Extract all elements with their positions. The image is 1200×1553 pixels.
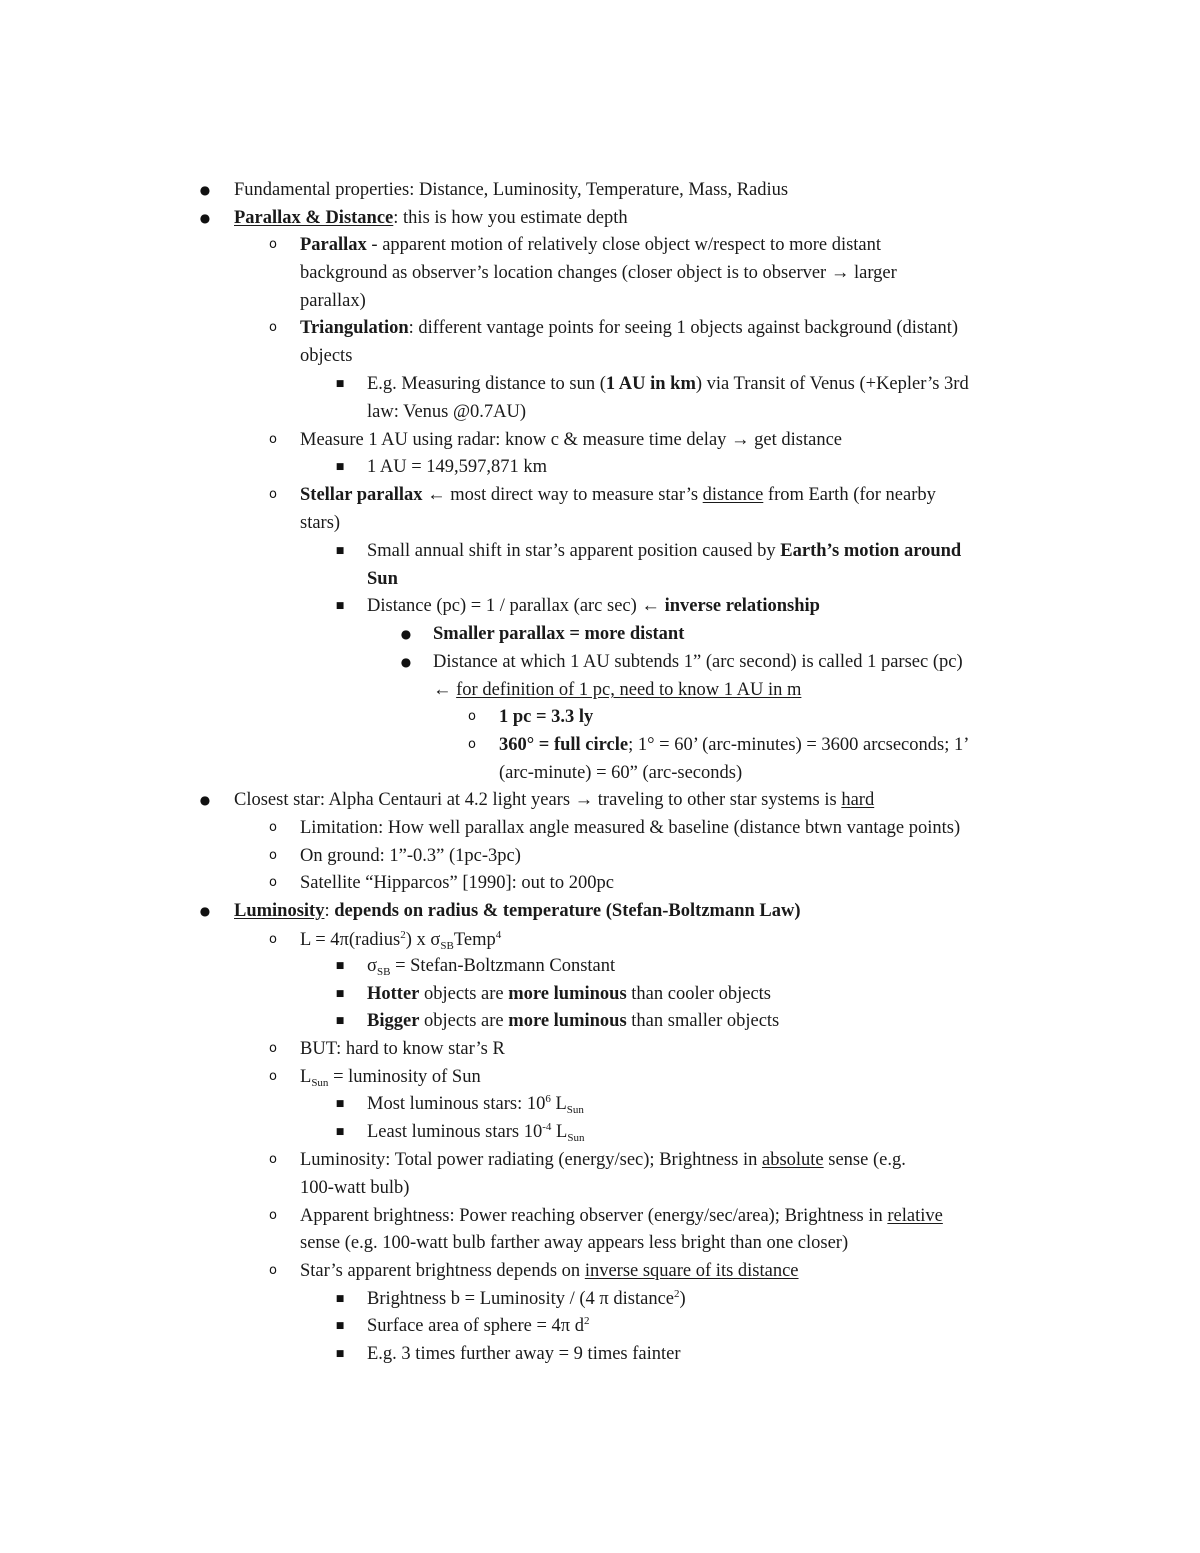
list-item bbox=[367, 1118, 584, 1146]
text-segment: Brightness b = Luminosity / (4 π distance bbox=[367, 1289, 675, 1309]
text-segment: 2 bbox=[584, 1315, 590, 1327]
text-segment: for definition of 1 pc, need to know 1 AU in m bbox=[456, 680, 802, 700]
text-segment: ) x σ bbox=[405, 930, 441, 950]
bullet-marker: ■ bbox=[335, 1321, 345, 1331]
list-item bbox=[367, 1007, 779, 1035]
bullet-marker: ■ bbox=[335, 546, 345, 556]
text-segment: Measure 1 AU using radar: know c & measure time delay → get distance bbox=[300, 430, 842, 450]
list-item bbox=[367, 952, 615, 980]
list-item bbox=[300, 1202, 943, 1230]
text-segment: Sun bbox=[567, 1132, 585, 1144]
list-item bbox=[300, 481, 936, 509]
list-item-continuation bbox=[300, 1229, 848, 1257]
bullet-marker: ■ bbox=[335, 989, 345, 999]
text-segment: : bbox=[324, 901, 335, 921]
text-segment: 2 bbox=[400, 929, 406, 941]
text-segment: absolute bbox=[761, 1150, 824, 1170]
text-segment: Sun bbox=[311, 1077, 329, 1089]
bullet-marker: o bbox=[269, 1208, 277, 1223]
list-item-continuation bbox=[433, 676, 801, 704]
bullet-marker: o bbox=[468, 737, 476, 752]
bullet-marker: o bbox=[269, 320, 277, 335]
text-segment: Parallax & Distance bbox=[234, 208, 394, 228]
text-segment: ; 1° = 60’ (arc-minutes) = 3600 arcseconds; 1’ bbox=[628, 735, 970, 755]
text-segment: 1 AU in km bbox=[605, 374, 696, 394]
text-segment: sense (e.g. 100-watt bulb farther away appears less bright than one closer) bbox=[300, 1233, 849, 1253]
bullet-marker: ● bbox=[400, 627, 412, 641]
list-item-continuation bbox=[367, 565, 398, 593]
list-item bbox=[300, 1035, 505, 1063]
text-segment: Stellar parallax bbox=[300, 485, 423, 505]
text-segment: stars) bbox=[300, 513, 341, 533]
text-segment: inverse relationship bbox=[664, 596, 820, 616]
text-segment: L = 4π(radius bbox=[300, 930, 401, 950]
list-item bbox=[234, 204, 628, 232]
bullet-marker: ● bbox=[199, 211, 211, 225]
bullet-marker: o bbox=[269, 1152, 277, 1167]
text-segment: L bbox=[550, 1094, 567, 1114]
list-item bbox=[433, 648, 963, 676]
text-segment: inverse square of its distance bbox=[584, 1261, 799, 1281]
text-segment: ← most direct way to measure star’s bbox=[422, 485, 703, 505]
text-segment: Apparent brightness: Power reaching observer (energy/sec/area); Brightness in bbox=[300, 1206, 888, 1226]
text-segment: Sun bbox=[566, 1104, 584, 1116]
bullet-marker: o bbox=[269, 1263, 277, 1278]
list-item bbox=[367, 537, 961, 565]
list-item bbox=[499, 731, 969, 759]
text-segment: 2 bbox=[674, 1288, 680, 1300]
list-item bbox=[300, 314, 958, 342]
text-segment: Closest star: Alpha Centauri at 4.2 light years → traveling to other star systems is bbox=[234, 790, 842, 810]
text-segment: σ bbox=[367, 956, 377, 976]
list-item bbox=[367, 1312, 590, 1340]
text-segment: SB bbox=[440, 940, 454, 952]
text-segment: Least luminous stars 10 bbox=[367, 1122, 543, 1142]
list-item bbox=[433, 620, 684, 648]
text-segment: Sun bbox=[367, 569, 398, 589]
text-segment: SB bbox=[376, 966, 391, 978]
bullet-marker: ● bbox=[199, 904, 211, 918]
text-segment: ← bbox=[433, 680, 457, 700]
text-segment: L bbox=[300, 1067, 312, 1087]
bullet-marker: ● bbox=[199, 793, 211, 807]
list-item bbox=[300, 842, 521, 870]
bullet-marker: o bbox=[269, 848, 277, 863]
text-segment: (arc-minute) = 60” (arc-seconds) bbox=[499, 763, 743, 783]
text-segment: 100-watt bulb) bbox=[300, 1178, 410, 1198]
text-segment: = luminosity of Sun bbox=[328, 1067, 481, 1087]
bullet-marker: ● bbox=[400, 655, 412, 669]
text-segment: law: Venus @0.7AU) bbox=[367, 402, 527, 422]
text-segment: objects are bbox=[419, 1011, 509, 1031]
text-segment: E.g. Measuring distance to sun ( bbox=[367, 374, 606, 394]
text-segment: depends on radius & temperature (Stefan-Boltzmann Law) bbox=[334, 901, 801, 921]
text-segment: Temp bbox=[453, 930, 496, 950]
text-segment: ) bbox=[679, 1289, 686, 1309]
bullet-marker: o bbox=[468, 709, 476, 724]
bullet-marker: o bbox=[269, 932, 277, 947]
text-segment: hard bbox=[841, 790, 875, 810]
bullet-marker: o bbox=[269, 1069, 277, 1084]
text-segment: Luminosity bbox=[234, 901, 325, 921]
bullet-marker: ■ bbox=[335, 961, 345, 971]
bullet-marker: ■ bbox=[335, 1127, 345, 1137]
list-item bbox=[367, 1285, 686, 1313]
text-segment: Satellite “Hipparcos” [1990]: out to 200pc bbox=[300, 873, 614, 893]
text-segment: Most luminous stars: 10 bbox=[367, 1094, 546, 1114]
bullet-marker: ■ bbox=[335, 462, 345, 472]
text-segment: more luminous bbox=[508, 984, 627, 1004]
list-item bbox=[367, 1340, 681, 1368]
bullet-marker: o bbox=[269, 875, 277, 890]
text-segment: than cooler objects bbox=[626, 984, 772, 1004]
list-item bbox=[234, 176, 788, 204]
text-segment: from Earth (for nearby bbox=[763, 485, 936, 505]
list-item-continuation bbox=[300, 342, 352, 370]
list-item-continuation bbox=[367, 398, 526, 426]
text-segment: parallax) bbox=[300, 291, 366, 311]
text-segment: sense (e.g. bbox=[823, 1150, 906, 1170]
list-item bbox=[367, 370, 969, 398]
text-segment: Star’s apparent brightness depends on bbox=[300, 1261, 585, 1281]
text-segment: Surface area of sphere = 4π d bbox=[367, 1316, 585, 1336]
text-segment: BUT: hard to know star’s R bbox=[300, 1039, 505, 1059]
bullet-marker: ■ bbox=[335, 601, 345, 611]
list-item bbox=[499, 703, 593, 731]
text-segment: 6 bbox=[545, 1093, 551, 1105]
text-segment: Triangulation bbox=[300, 318, 409, 338]
bullet-marker: ■ bbox=[335, 1294, 345, 1304]
text-segment: ) via Transit of Venus (+Kepler’s 3rd bbox=[695, 374, 969, 394]
list-item-continuation bbox=[300, 509, 340, 537]
text-segment: Hotter bbox=[367, 984, 420, 1004]
list-item bbox=[300, 1063, 481, 1091]
list-item bbox=[300, 1146, 906, 1174]
bullet-marker: o bbox=[269, 432, 277, 447]
text-segment: Smaller parallax = more distant bbox=[433, 624, 685, 644]
text-segment: L bbox=[551, 1122, 568, 1142]
text-segment: distance bbox=[702, 485, 764, 505]
bullet-marker: o bbox=[269, 237, 277, 252]
bullet-marker: ■ bbox=[335, 1099, 345, 1109]
text-segment: Bigger bbox=[367, 1011, 420, 1031]
text-segment: -4 bbox=[542, 1121, 552, 1133]
list-item bbox=[234, 897, 801, 925]
list-item bbox=[367, 453, 547, 481]
bullet-marker: ■ bbox=[335, 1016, 345, 1026]
list-item bbox=[300, 231, 881, 259]
list-item bbox=[300, 426, 842, 454]
text-segment: than smaller objects bbox=[626, 1011, 780, 1031]
text-segment: Earth’s motion around bbox=[780, 541, 962, 561]
list-item-continuation bbox=[499, 759, 742, 787]
list-item bbox=[300, 869, 614, 897]
bullet-marker: o bbox=[269, 487, 277, 502]
text-segment: : this is how you estimate depth bbox=[393, 208, 628, 228]
text-segment: Limitation: How well parallax angle measured & baseline (distance btwn vantage points) bbox=[300, 818, 961, 838]
text-segment: 360° = full circle bbox=[499, 735, 629, 755]
text-segment: Fundamental properties: Distance, Luminosity, Temperature, Mass, Radius bbox=[234, 180, 789, 200]
text-segment: : different vantage points for seeing 1 objects against background (distant) bbox=[408, 318, 958, 338]
bullet-marker: ■ bbox=[335, 1349, 345, 1359]
text-segment: more luminous bbox=[508, 1011, 627, 1031]
list-item bbox=[300, 926, 501, 954]
text-segment: Distance (pc) = 1 / parallax (arc sec) ← bbox=[367, 596, 665, 616]
text-segment: 1 AU = 149,597,871 km bbox=[367, 457, 548, 477]
text-segment: = Stefan-Boltzmann Constant bbox=[390, 956, 616, 976]
text-segment: Luminosity: Total power radiating (energy/sec); Brightness in bbox=[300, 1150, 762, 1170]
text-segment: Distance at which 1 AU subtends 1” (arc second) is called 1 parsec (pc) bbox=[433, 652, 963, 672]
text-segment: objects bbox=[300, 346, 353, 366]
text-segment: E.g. 3 times further away = 9 times fainter bbox=[367, 1344, 681, 1364]
text-segment: objects are bbox=[419, 984, 509, 1004]
text-segment: background as observer’s location changes (closer object is to observer → larger bbox=[300, 263, 897, 283]
list-item bbox=[367, 980, 771, 1008]
text-segment: 4 bbox=[495, 929, 502, 941]
bullet-marker: o bbox=[269, 1041, 277, 1056]
text-segment: 1 pc = 3.3 ly bbox=[499, 707, 594, 727]
text-segment: Small annual shift in star’s apparent position caused by bbox=[367, 541, 781, 561]
bullet-marker: ■ bbox=[335, 379, 345, 389]
list-item bbox=[300, 814, 960, 842]
bullet-marker: ● bbox=[199, 183, 211, 197]
list-item bbox=[367, 592, 820, 620]
text-segment: - apparent motion of relatively close object w/respect to more distant bbox=[366, 235, 882, 255]
text-segment: On ground: 1”-0.3” (1pc-3pc) bbox=[300, 846, 521, 866]
list-item bbox=[234, 786, 874, 814]
list-item-continuation bbox=[300, 1174, 409, 1202]
list-item bbox=[300, 1257, 799, 1285]
text-segment: relative bbox=[887, 1206, 943, 1226]
text-segment: Parallax bbox=[300, 235, 367, 255]
list-item-continuation bbox=[300, 287, 366, 315]
list-item bbox=[367, 1090, 584, 1118]
list-item-continuation bbox=[300, 259, 897, 287]
bullet-marker: o bbox=[269, 820, 277, 835]
